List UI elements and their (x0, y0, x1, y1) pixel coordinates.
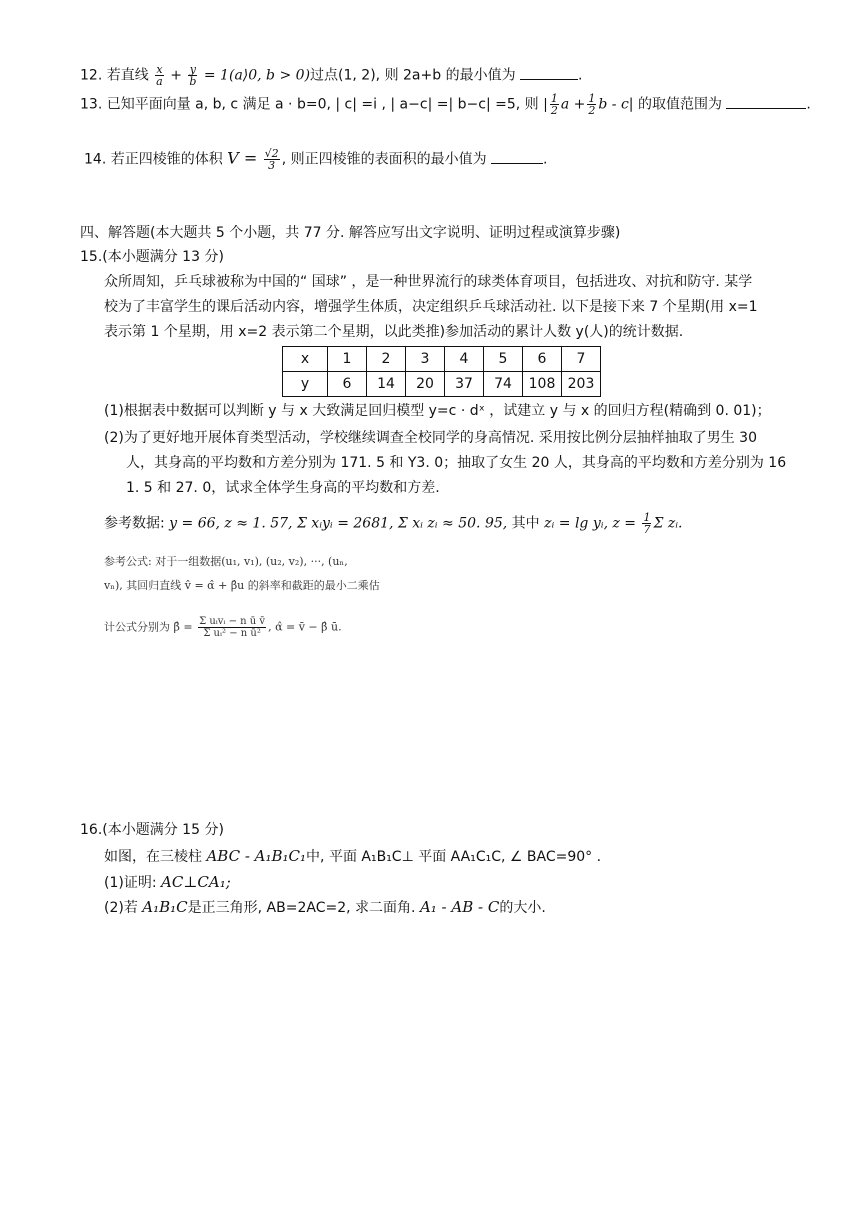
q15-data-table (282, 346, 601, 397)
formula-prefix: 计公式分别为 (104, 620, 170, 634)
q13-fraction-half-a: $\frac{1}{2}$ (550, 92, 558, 117)
q16-s2-label: (2)若 (104, 900, 138, 916)
ref-data-label: 参考数据: (104, 515, 165, 532)
q13-text: 已知平面向量 a, b, c 满足 a · b=0, | c| =i , | a−c| =| b−c| =5, 则 (106, 96, 539, 113)
q15-formula-line-1: 参考公式: 对于一组数据(u₁, v₁), (u₂, v₂), ···, (uₙ, (104, 555, 348, 568)
q12-condition: a⟩0, b > 0 (234, 67, 305, 84)
q16-prism: ABC - A₁B₁C₁ (206, 847, 307, 865)
q12-prefix: 若直线 (106, 67, 149, 84)
q13-end: . (806, 96, 811, 113)
q12-plus: + (170, 67, 182, 84)
table-cell: x (283, 347, 328, 372)
table-cell: y (283, 372, 328, 397)
formula-beta-fraction: $\frac{\text{Σ uᵢvᵢ − n ū v̄}}{\text{Σ uᵢ² − n ū²}}$ (199, 616, 266, 639)
q12-equals: = 1( (203, 67, 235, 84)
q16-subquestion-2 (104, 897, 546, 918)
q14-volume-symbol: V = (227, 148, 258, 168)
q12-fraction-x-over-a: $\frac{x}{a}$ (156, 63, 163, 88)
table-cell: 4 (445, 347, 484, 372)
q16-triangle: A₁B₁C (142, 898, 188, 916)
table-cell: 203 (562, 372, 601, 397)
q14-answer-blank[interactable] (491, 149, 543, 164)
table-cell: 37 (445, 372, 484, 397)
q15-formula-line-3 (104, 616, 342, 639)
q13-fraction-half-b: $\frac{1}{2}$ (588, 92, 596, 117)
q12-close-paren: ) (304, 67, 311, 84)
table-cell: 6 (328, 372, 367, 397)
q13-answer-blank[interactable] (726, 94, 806, 109)
ref-data-where: 其中 (511, 515, 540, 532)
q15-subquestion-2-line-3: 1. 5 和 27. 0，试求全体学生身高的平均数和方差. (126, 480, 440, 496)
q12-answer-blank[interactable] (520, 65, 578, 80)
q16-s2-end: 的大小. (499, 900, 546, 916)
table-cell: 108 (523, 372, 562, 397)
q15-subquestion-2-line-1: (2)为了更好地开展体育类型活动，学校继续调查全校同学的身高情况. 采用按比例分层抽样抽取了男生 30 (104, 430, 757, 446)
q13-abs-open: | (543, 96, 548, 113)
table-row-y (283, 372, 601, 397)
q16-paragraph (104, 846, 601, 867)
ref-fraction-one-seventh: $\frac{1}{7}$ (643, 511, 651, 536)
question-12 (80, 64, 582, 87)
q15-paragraph-2: 校为了丰富学生的课后活动内容，增强学生体质，决定组织乒乓球活动社. 以下是接下来 7 个星期(用 x=1 (104, 299, 758, 315)
formula-alpha: , α̂ = v̄ − β̂ ū. (268, 620, 342, 634)
table-cell: 7 (562, 347, 601, 372)
section-4-heading: 四、解答题(本大题共 5 个小题，共 77 分. 解答应写出文字说明、证明过程或演算步骤) (80, 225, 621, 241)
q13-term-a: a + (560, 96, 586, 113)
q15-subquestion-2-line-2: 人，其身高的平均数和方差分别为 171. 5 和 Y3. 0；抽取了女生 20 人，其身高的平均数和方差分别为 16 (126, 455, 787, 471)
table-row-x (283, 347, 601, 372)
q15-paragraph-3: 表示第 1 个星期，用 x=2 表示第二个星期，以此类推)参加活动的累计人数 y(人)的统计数据. (104, 324, 684, 340)
table-cell: 1 (328, 347, 367, 372)
q15-reference-data (104, 512, 682, 535)
question-14 (84, 148, 548, 171)
ref-data-values: y = 66, z ≈ 1. 57, Σ xᵢyᵢ = 2681, Σ xᵢ zᵢ ≈ 50. 95, (169, 515, 508, 532)
q16-condition: 中, 平面 A₁B₁C⊥ 平面 AA₁C₁C, ∠ BAC=90° . (306, 849, 602, 865)
q13-term-bc: b - c (598, 96, 629, 113)
q14-number: 14. (84, 151, 107, 168)
table-cell: 14 (367, 372, 406, 397)
q16-subquestion-1 (104, 872, 231, 893)
table-cell: 6 (523, 347, 562, 372)
q13-tail: | 的取值范围为 (628, 96, 722, 113)
q12-end: . (578, 67, 583, 84)
q16-s1-claim: AC⊥CA₁; (161, 873, 231, 891)
q13-number: 13. (80, 96, 103, 113)
table-cell: 2 (367, 347, 406, 372)
q14-end: . (543, 151, 548, 168)
ref-data-sum: Σ zᵢ. (653, 515, 683, 532)
table-cell: 74 (484, 372, 523, 397)
question-13 (80, 93, 811, 116)
q14-text: , 则正四棱锥的表面积的最小值为 (281, 151, 487, 168)
table-cell: 5 (484, 347, 523, 372)
table-cell: 3 (406, 347, 445, 372)
q14-fraction-root2-over-3: $\frac{√2}{3}$ (264, 147, 279, 172)
q12-number: 12. (80, 67, 103, 84)
ref-data-z-def: zᵢ = lg yᵢ, z = (544, 515, 637, 532)
q16-intro: 如图，在三棱柱 (104, 849, 202, 865)
q16-header: 16.(本小题满分 15 分) (80, 822, 224, 838)
q15-paragraph-1: 众所周知，乒乓球被称为中国的“ 国球” ，是一种世界流行的球类体育项目，包括进攻、对抗和防守. 某学 (104, 274, 753, 290)
q16-s2-text: 是正三角形, AB=2AC=2, 求二面角. (187, 900, 416, 916)
table-cell: 20 (406, 372, 445, 397)
q12-fraction-y-over-b: $\frac{y}{b}$ (189, 63, 197, 88)
formula-beta: β̂ = (173, 620, 193, 634)
q15-formula-line-2: vₙ), 其回归直线 v̂ = α̂ + β̂u 的斜率和截距的最小二乘估 (104, 579, 380, 592)
q16-s1-label: (1)证明: (104, 875, 157, 891)
q15-subquestion-1: (1)根据表中数据可以判断 y 与 x 大致满足回归模型 y=c · dˣ ，试建立 y 与 x 的回归方程(精确到 0. 01)； (104, 403, 771, 419)
q14-prefix: 若正四棱锥的体积 (110, 151, 223, 168)
q12-text: 过点(1, 2), 则 2a+b 的最小值为 (310, 67, 516, 84)
q15-header: 15.(本小题满分 13 分) (80, 249, 224, 265)
q16-dihedral-angle: A₁ - AB - C (419, 898, 500, 916)
